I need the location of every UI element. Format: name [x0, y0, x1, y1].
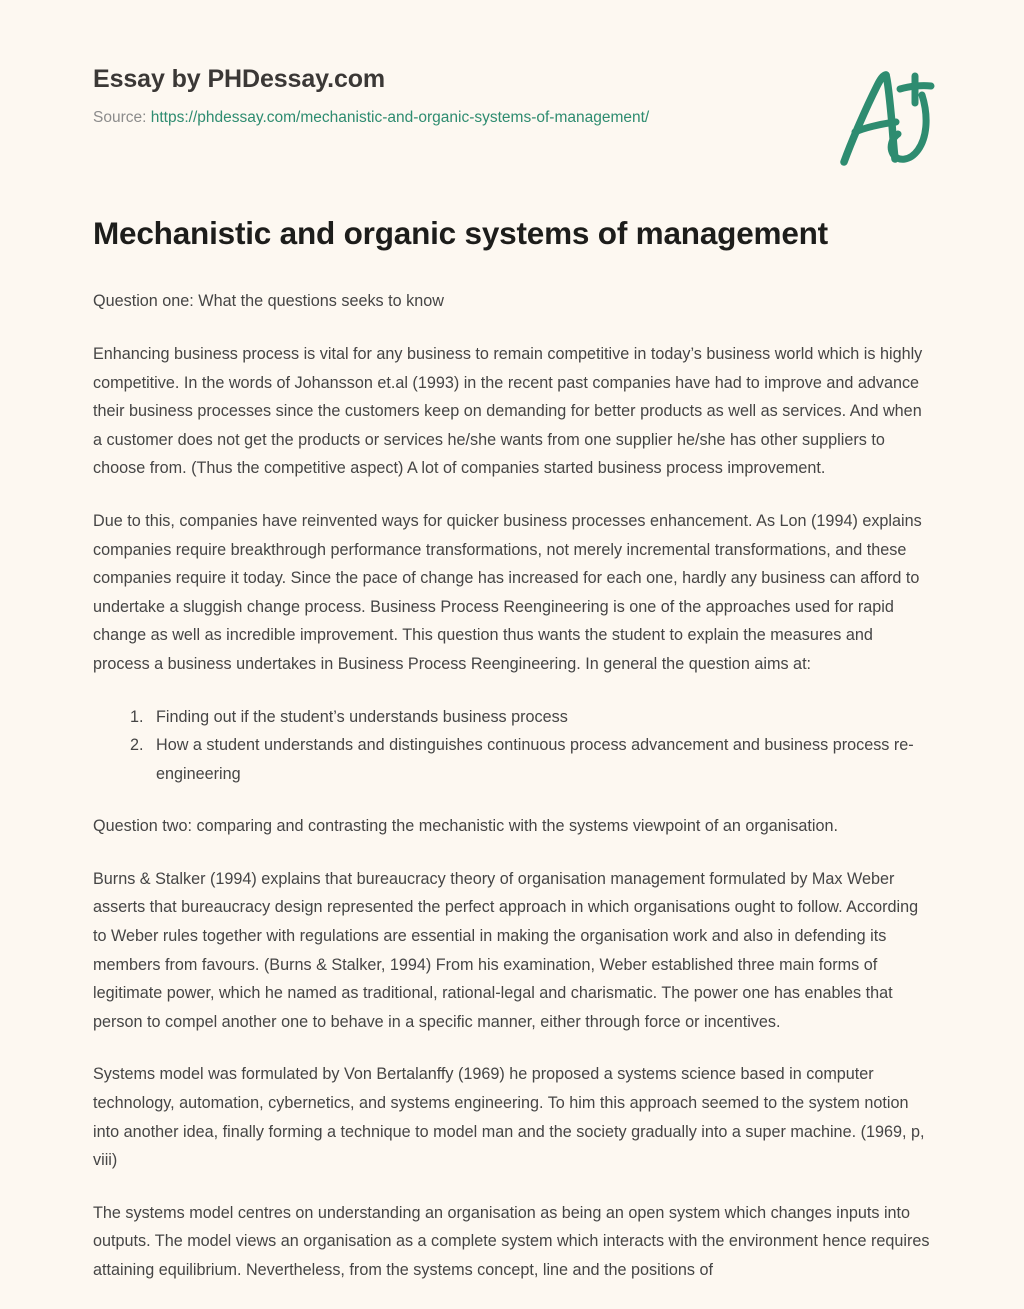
list-item: 2. How a student understands and distinguishes continuous process advancement and business process re-engineering — [148, 731, 933, 788]
page-header — [93, 64, 954, 128]
brand-title: Essay by PHDessay.com — [93, 65, 386, 93]
paragraph-systems-model: Systems model was formulated by Von Bertalanffy (1969) he proposed a systems science based in computer technology, automation, cybernetics, and systems engineering. To him this approach seemed to the system notion into another idea, finally forming a technique to model man and the society gradually into a super machine. (1969, p, viii) — [93, 1065, 925, 1170]
paragraph-burns-stalker: Burns & Stalker (1994) explains that bureaucracy theory of organisation management formulated by Max Weber asserts that bureaucracy design represented the perfect approach in which organisations ought to follow. According to Weber rules together with regulations are essential in making the organisation work and also in defending its members from favours. (Burns & Stalker, 1994) From his examination, Weber established three main forms of legitimate power, which he named as traditional, rational-legal and charismatic. The power one has enables that person to compel another one to behave in a specific manner, either through force or incentives. — [93, 869, 919, 1031]
source-line — [93, 108, 954, 128]
list-item: 1. Finding out if the student’s understands business process — [148, 703, 933, 732]
article-body — [93, 214, 933, 1309]
page-title: Mechanistic and organic systems of management — [93, 215, 828, 251]
paragraph-systems-model-centres: The systems model centres on understanding an organisation as being an open system which changes inputs into outputs. The model views an organisation as a complete system which interacts with the environment hence requires attaining equilibrium. Nevertheless, from the systems concept, line and the positions of — [93, 1203, 930, 1279]
question-aims-list — [93, 703, 933, 789]
paragraph-enhancing-business-process: Enhancing business process is vital for any business to remain competitive in today’s business world which is highly competitive. In the words of Johansson et.al (1993) in the recent past companies have had to improve and advance their business processes since the customers keep on demanding for better products as well as services. And when a customer does not get the products or services he/she wants from one supplier he/she has other suppliers to choose from. (Thus the competitive aspect) A lot of companies started business process improvement. — [93, 344, 923, 478]
paragraph-question-one: Question one: What the questions seeks to know — [93, 292, 444, 311]
aplus-logo-icon — [830, 62, 950, 172]
paragraph-question-two: Question two: comparing and contrasting the mechanistic with the systems viewpoint of an organisation. — [93, 817, 839, 836]
paragraph-due-to-this: Due to this, companies have reinvented ways for quicker business processes enhancement. As Lon (1994) explains companies require breakthrough performance transformations, not merely incremental transformations, and these companies require it today. Since the pace of change has increased for each one, hardly any business can afford to undertake a sluggish change process. Business Process Reengineering is one of the approaches used for rapid change as well as incredible improvement. This question thus wants the student to explain the measures and process a business undertakes in Business Process Reengineering. In general the question aims at: — [93, 511, 922, 673]
source-url-link[interactable]: https://phdessay.com/mechanistic-and-organic-systems-of-management/ — [150, 109, 650, 126]
source-label: Source: — [93, 109, 147, 126]
